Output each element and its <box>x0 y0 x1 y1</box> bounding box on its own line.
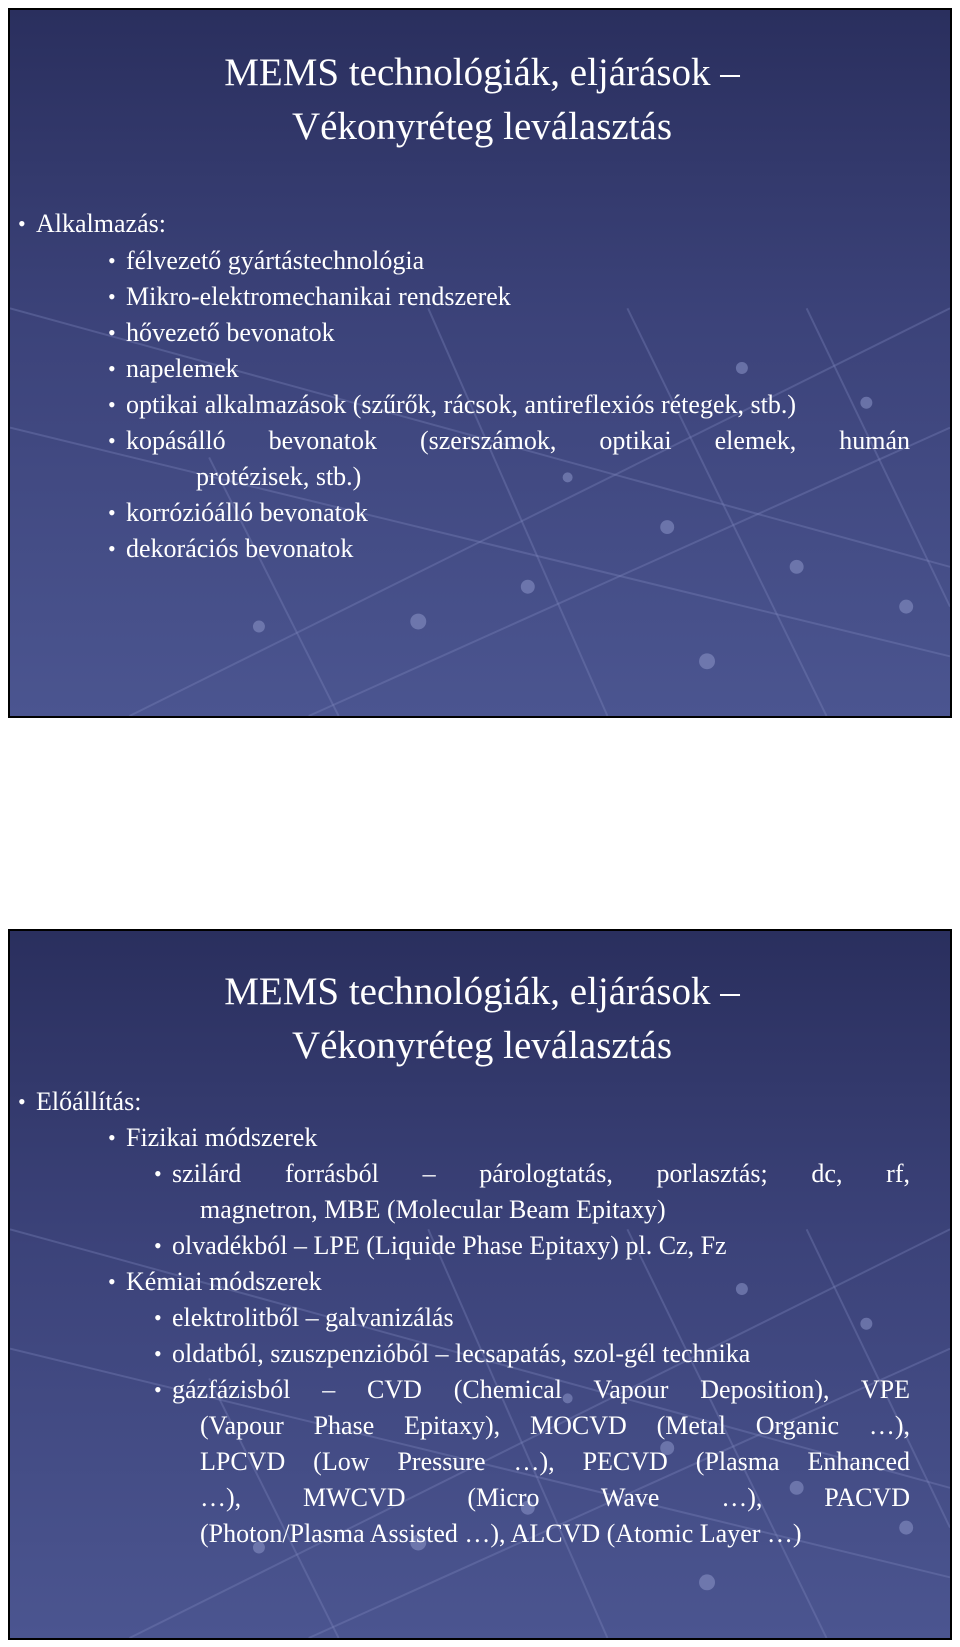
subsection-label: Kémiai módszerek <box>126 1267 322 1296</box>
bullet-icon: • <box>154 1161 162 1186</box>
bullet-icon: • <box>154 1377 162 1402</box>
bullet-icon: • <box>18 1089 26 1114</box>
slide-title <box>10 46 952 154</box>
list-item: korrózióálló bevonatok <box>126 498 368 527</box>
bullet-icon: • <box>108 536 116 561</box>
list-item: szilárd forrásból – párologtatás, porlasztás; dc, rf, <box>172 1159 910 1188</box>
section-heading: Alkalmazás: <box>36 209 166 238</box>
bullet-icon: • <box>108 1125 116 1150</box>
list-item-continuation: (Photon/Plasma Assisted …), ALCVD (Atomic Layer …) <box>200 1519 802 1548</box>
list-item-continuation: LPCVD (Low Pressure …), PECVD (Plasma Enhanced <box>200 1447 910 1476</box>
section-heading: Előállítás: <box>36 1087 142 1116</box>
bullet-icon: • <box>108 500 116 525</box>
title-line-2: Vékonyréteg leválasztás <box>291 105 673 148</box>
bullet-icon: • <box>108 320 116 345</box>
bullet-icon: • <box>108 284 116 309</box>
list-item: kopásálló bevonatok (szerszámok, optikai elemek, humán <box>126 426 910 455</box>
bullet-icon: • <box>108 1269 116 1294</box>
slide-production <box>8 929 952 1640</box>
bullet-icon: • <box>154 1341 162 1366</box>
list-item-continuation: …), MWCVD (Micro Wave …), PACVD <box>200 1483 910 1512</box>
bullet-icon: • <box>108 248 116 273</box>
bullet-icon: • <box>108 392 116 417</box>
bullet-icon: • <box>108 428 116 453</box>
list-item-continuation: magnetron, MBE (Molecular Beam Epitaxy) <box>200 1195 666 1224</box>
slide-title <box>10 965 952 1073</box>
bullet-icon: • <box>108 356 116 381</box>
title-line-1: MEMS technológiák, eljárások – <box>224 51 740 94</box>
list-item: elektrolitből – galvanizálás <box>172 1303 454 1332</box>
subsection-label: Fizikai módszerek <box>126 1123 318 1152</box>
list-item: optikai alkalmazások (szűrők, rácsok, antireflexiós rétegek, stb.) <box>126 390 796 419</box>
title-line-2: Vékonyréteg leválasztás <box>291 1024 673 1067</box>
list-item: oldatból, szuszpenzióból – lecsapatás, szol-gél technika <box>172 1339 751 1368</box>
list-item: hővezető bevonatok <box>126 318 335 347</box>
title-line-1: MEMS technológiák, eljárások – <box>224 970 740 1013</box>
list-item: félvezető gyártástechnológia <box>126 246 425 275</box>
list-item: dekorációs bevonatok <box>126 534 354 563</box>
list-item-continuation: (Vapour Phase Epitaxy), MOCVD (Metal Organic …), <box>200 1411 910 1440</box>
list-item: gázfázisból – CVD (Chemical Vapour Deposition), VPE <box>172 1375 910 1404</box>
bullet-icon: • <box>18 211 26 236</box>
list-item: napelemek <box>126 354 239 383</box>
list-item-continuation: protézisek, stb.) <box>196 462 362 491</box>
list-item: Mikro-elektromechanikai rendszerek <box>126 282 511 311</box>
list-item: olvadékból – LPE (Liquide Phase Epitaxy) pl. Cz, Fz <box>172 1231 727 1260</box>
slide-applications <box>8 8 952 718</box>
bullet-icon: • <box>154 1305 162 1330</box>
bullet-icon: • <box>154 1233 162 1258</box>
